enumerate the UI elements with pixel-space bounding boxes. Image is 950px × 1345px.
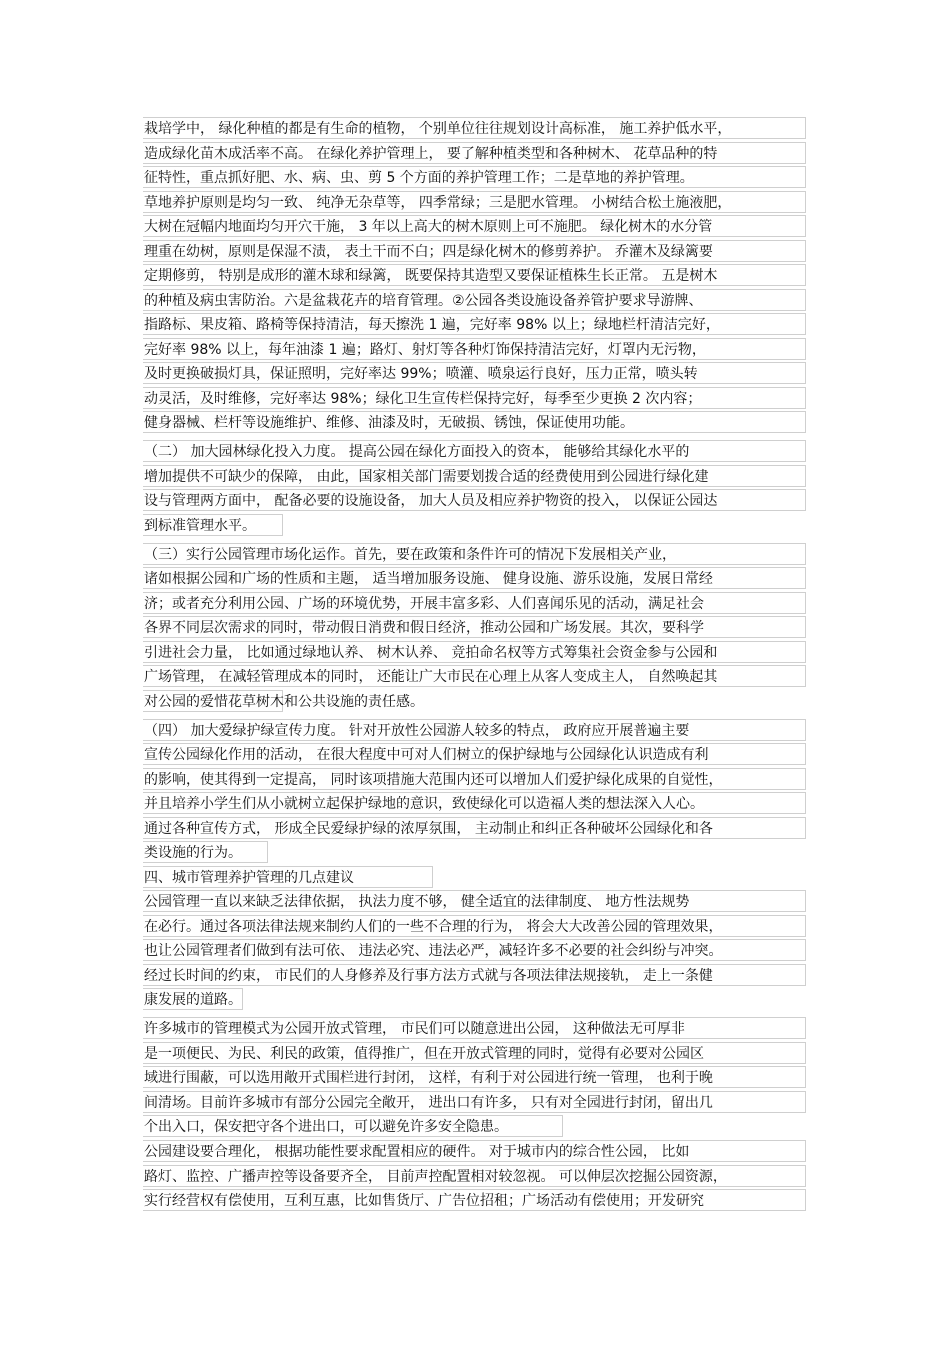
text-line: 公园管理一直以来缺乏法律依据， 执法力度不够， 健全适宜的法律制度、 地方性法规势: [143, 890, 806, 912]
text-line: （二） 加大园林绿化投入力度。 提高公园在绿化方面投入的资本， 能够给其绿化水平的: [143, 440, 806, 462]
text-line: 定期修剪， 特别是成形的灌木球和绿篱， 既要保持其造型又要保证植株生长正常。 五是树木: [143, 264, 806, 286]
text-line: 康发展的道路。: [143, 988, 243, 1010]
text-line: 公园建设要合理化， 根据功能性要求配置相应的硬件。 对于城市内的综合性公园， 比如: [143, 1140, 806, 1162]
text-line: 草地养护原则是均匀一致、 纯净无杂草等， 四季常绿；三是肥水管理。 小树结合松土施液肥，: [143, 191, 806, 213]
text-line: 宣传公园绿化作用的活动， 在很大程度中可对人们树立的保护绿地与公园绿化认识造成有利: [143, 743, 806, 765]
text-line: 到标准管理水平。: [143, 514, 283, 536]
text-line: 对公园的爱惜花草树木和公共设施的责任感。: [143, 690, 283, 712]
text-line: （四） 加大爱绿护绿宣传力度。 针对开放性公园游人较多的特点， 政府应开展普遍主要: [143, 719, 806, 741]
text-line: 完好率 98% 以上，每年油漆 1 遍；路灯、射灯等各种灯饰保持清洁完好，灯罩内无污物，: [143, 338, 806, 360]
text-line: 四、城市管理养护管理的几点建议: [143, 866, 433, 888]
text-line: 栽培学中， 绿化种植的都是有生命的植物， 个别单位往往规划设计高标准， 施工养护低水平，: [143, 117, 806, 139]
text-line: 济；或者充分利用公园、广场的环境优势，开展丰富多彩、人们喜闻乐见的活动，满足社会: [143, 592, 806, 614]
text-line: 经过长时间的约束， 市民们的人身修养及行事方法方式就与各项法律法规接轨， 走上一条健: [143, 964, 806, 986]
text-line: 引进社会力量， 比如通过绿地认养、 树木认养、 竞拍命名权等方式筹集社会资金参与公园和: [143, 641, 806, 663]
text-line: 理重在幼树，原则是保湿不渍， 表土干而不白；四是绿化树木的修剪养护。 乔灌木及绿篱要: [143, 240, 806, 262]
text-line: 的影响，使其得到一定提高， 同时该项措施大范围内还可以增加人们爱护绿化成果的自觉性，: [143, 768, 806, 790]
text-line: 各界不同层次需求的同时，带动假日消费和假日经济，推动公园和广场发展。其次，要科学: [143, 616, 806, 638]
text-line: 在必行。通过各项法律法规来制约人们的一些不合理的行为， 将会大大改善公园的管理效果，: [143, 915, 806, 937]
text-line: 并且培养小学生们从小就树立起保护绿地的意识，致使绿化可以造福人类的想法深入人心。: [143, 792, 806, 814]
text-line: 大树在冠幅内地面均匀开穴干施， 3 年以上高大的树木原则上可不施肥。 绿化树木的水分管: [143, 215, 806, 237]
text-line: 是一项便民、为民、利民的政策，值得推广，但在开放式管理的同时，觉得有必要对公园区: [143, 1042, 806, 1064]
text-line: 增加提供不可缺少的保障， 由此，国家相关部门需要划拨合适的经费使用到公园进行绿化建: [143, 465, 806, 487]
text-line: 指路标、果皮箱、路椅等保持清洁，每天擦洗 1 遍，完好率 98% 以上；绿地栏杆清洁完好，: [143, 313, 806, 335]
text-line: 及时更换破损灯具，保证照明，完好率达 99%；喷灌、喷泉运行良好，压力正常，喷头转: [143, 362, 806, 384]
text-line: 健身器械、栏杆等设施维护、维修、油漆及时，无破损、锈蚀，保证使用功能。: [143, 411, 806, 433]
text-line: 实行经营权有偿使用，互利互惠，比如售货厅、广告位招租；广场活动有偿使用；开发研究: [143, 1189, 806, 1211]
text-line: 也让公园管理者们做到有法可依、 违法必究、违法必严，减轻许多不必要的社会纠纷与冲突。: [143, 939, 806, 961]
text-line: 诸如根据公园和广场的性质和主题， 适当增加服务设施、 健身设施、游乐设施，发展日常经: [143, 567, 806, 589]
text-line: 类设施的行为。: [143, 841, 268, 863]
text-line: 造成绿化苗木成活率不高。 在绿化养护管理上， 要了解种植类型和各种树木、 花草品种的特: [143, 142, 806, 164]
text-line: 个出入口，保安把守各个进出口，可以避免许多安全隐患。: [143, 1115, 563, 1137]
text-line: （三）实行公园管理市场化运作。首先，要在政策和条件许可的情况下发展相关产业，: [143, 543, 806, 565]
text-line: 动灵活，及时维修，完好率达 98%；绿化卫生宣传栏保持完好，每季至少更换 2 次内容；: [143, 387, 806, 409]
text-line: 征特性，重点抓好肥、水、病、虫、剪 5 个方面的养护管理工作；二是草地的养护管理。: [143, 166, 806, 188]
text-line: 路灯、监控、广播声控等设备要齐全， 目前声控配置相对较忽视。 可以伸层次挖掘公园资源，: [143, 1165, 806, 1187]
text-line: 广场管理， 在减轻管理成本的同时， 还能让广大市民在心理上从客人变成主人， 自然唤起其: [143, 665, 806, 687]
text-line: 设与管理两方面中， 配备必要的设施设备， 加大人员及相应养护物资的投入， 以保证公园达: [143, 489, 806, 511]
text-line: 域进行围蔽，可以选用敞开式围栏进行封闭， 这样，有利于对公园进行统一管理， 也利于晚: [143, 1066, 806, 1088]
text-line: 许多城市的管理模式为公园开放式管理， 市民们可以随意进出公园， 这种做法无可厚非: [143, 1017, 806, 1039]
text-line: 通过各种宣传方式， 形成全民爱绿护绿的浓厚氛围， 主动制止和纠正各种破坏公园绿化和各: [143, 817, 806, 839]
text-line: 的种植及病虫害防治。六是盆栽花卉的培育管理。②公园各类设施设备养管护要求导游牌、: [143, 289, 806, 311]
text-line: 间清场。目前许多城市有部分公园完全敞开， 进出口有许多， 只有对全园进行封闭，留出几: [143, 1091, 806, 1113]
